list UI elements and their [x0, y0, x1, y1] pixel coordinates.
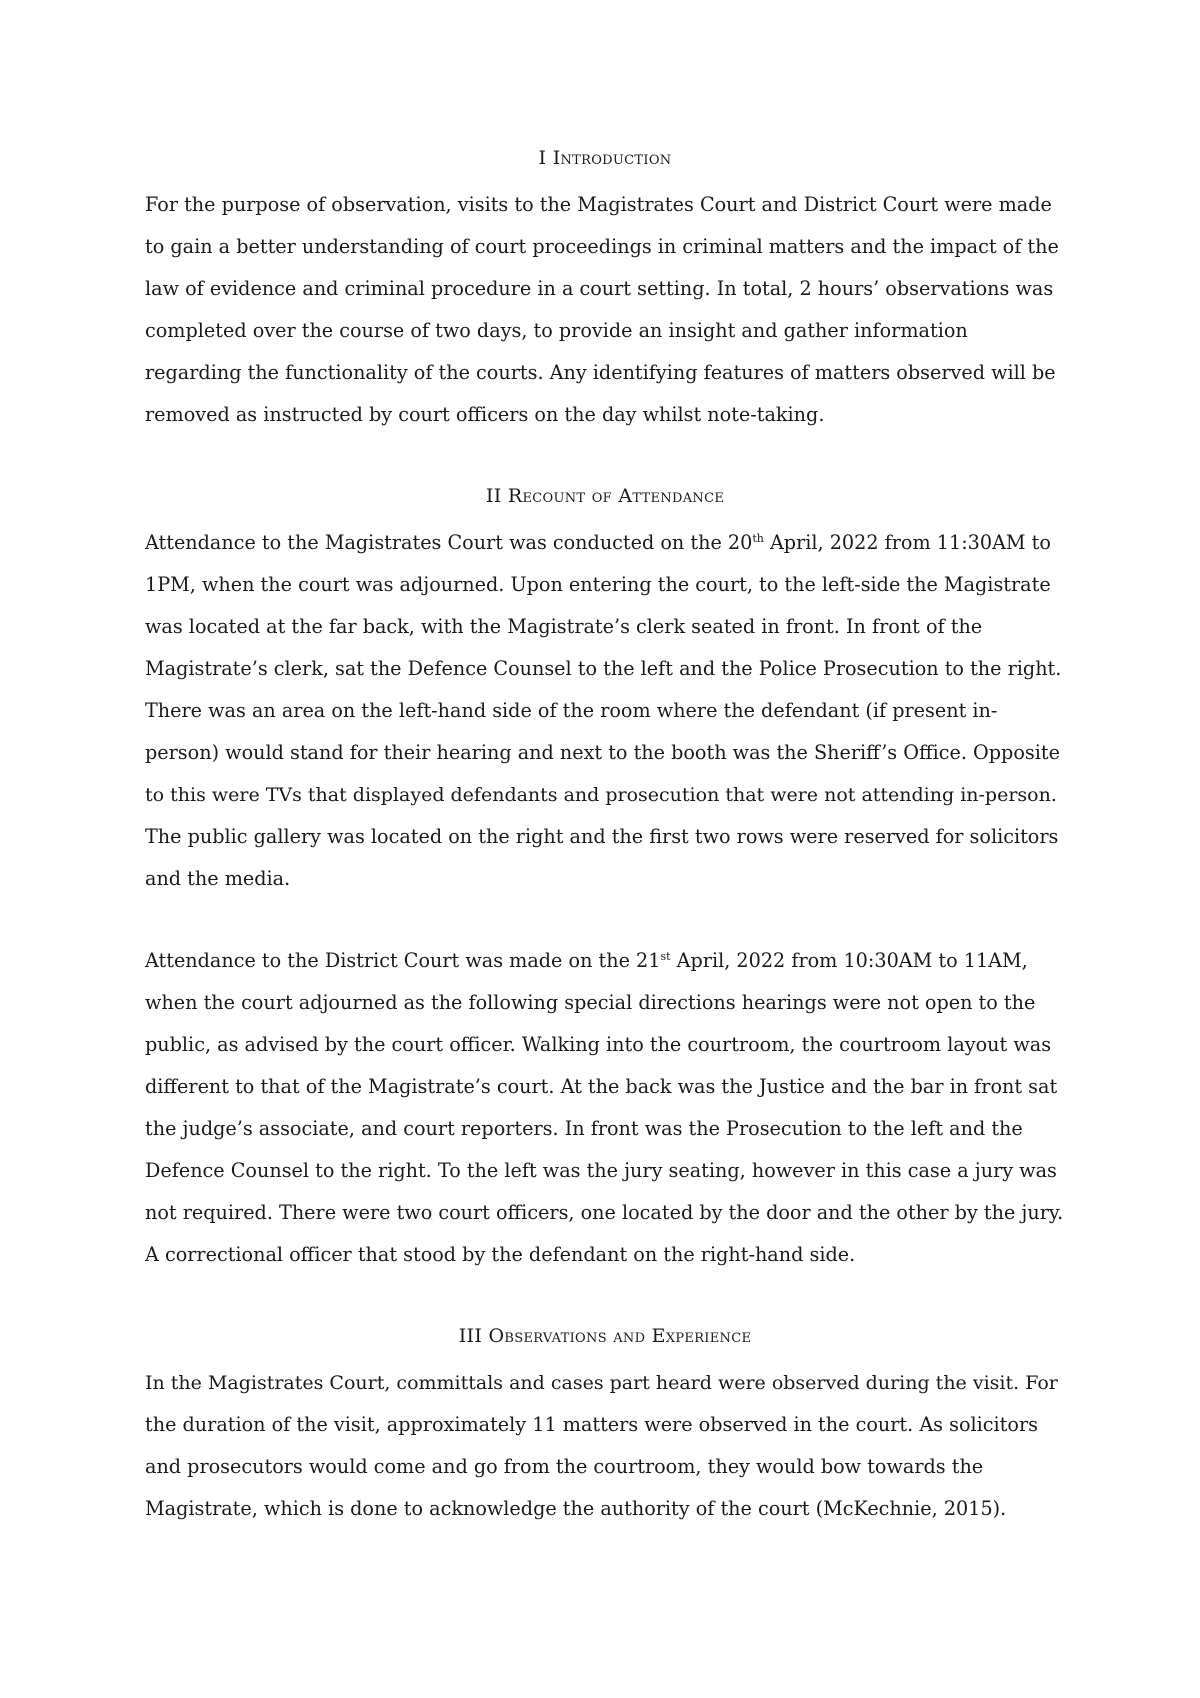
text-line: Magistrate’s clerk, sat the Defence Counsel to the left and the Police Prosecution to the right.	[145, 657, 1062, 680]
text-line: For the purpose of observation, visits to the Magistrates Court and District Court were made	[145, 193, 1052, 216]
text-run: April, 2022 from 10:30AM to 11AM,	[670, 949, 1028, 972]
text-line: public, as advised by the court officer. Walking into the courtroom, the courtroom layout was	[145, 1033, 1052, 1056]
text-line: The public gallery was located on the right and the first two rows were reserved for solicitors	[145, 825, 1059, 848]
text-line: and the media.	[145, 867, 291, 890]
text-run: Attendance to the District Court was made on the 21	[145, 949, 661, 972]
text-run: Attendance to the Magistrates Court was conducted on the 20	[145, 531, 753, 554]
document-body	[145, 144, 1065, 1530]
paragraph-spacer	[145, 900, 1065, 940]
text-line: 1PM, when the court was adjourned. Upon entering the court, to the left-side the Magistrate	[145, 573, 1051, 596]
ordinal-suffix: th	[752, 532, 764, 545]
section-title: Observations and Experience	[488, 1325, 752, 1347]
section-spacer	[145, 1276, 1065, 1322]
text-line	[145, 522, 1065, 564]
section-heading-introduction	[145, 144, 1065, 172]
paragraph	[145, 940, 1065, 1276]
section-spacer	[145, 436, 1065, 482]
section-heading-recount	[145, 482, 1065, 510]
section-numeral: III	[458, 1325, 483, 1347]
text-line: regarding the functionality of the courts. Any identifying features of matters observed will be	[145, 361, 1056, 384]
text-line: to gain a better understanding of court proceedings in criminal matters and the impact of the	[145, 235, 1059, 258]
text-line: There was an area on the left-hand side of the room where the defendant (if present in-	[145, 699, 998, 722]
section-heading-observations	[145, 1322, 1065, 1350]
text-line: person) would stand for their hearing and next to the booth was the Sheriff’s Office. Opposite	[145, 741, 1060, 764]
paragraph	[145, 522, 1065, 900]
section-title: Introduction	[552, 147, 672, 169]
ordinal-suffix: st	[660, 950, 671, 963]
text-line: In the Magistrates Court, committals and cases part heard were observed during the visit. For	[145, 1372, 1058, 1394]
paragraph	[145, 1362, 1065, 1530]
text-line	[145, 940, 1065, 982]
text-line: the duration of the visit, approximately 11 matters were observed in the court. As solicitors	[145, 1413, 1038, 1436]
text-line: and prosecutors would come and go from the courtroom, they would bow towards the	[145, 1455, 984, 1478]
text-line: to this were TVs that displayed defendants and prosecution that were not attending in-person.	[145, 784, 1057, 806]
text-line: the judge’s associate, and court reporters. In front was the Prosecution to the left and the	[145, 1117, 1023, 1140]
text-line: not required. There were two court officers, one located by the door and the other by the jury.	[145, 1201, 1064, 1224]
text-line: law of evidence and criminal procedure in a court setting. In total, 2 hours’ observations was	[145, 277, 1054, 300]
text-line: removed as instructed by court officers on the day whilst note-taking.	[145, 403, 825, 426]
section-title: Recount of Attendance	[507, 485, 725, 507]
text-line: Defence Counsel to the right. To the left was the jury seating, however in this case a jury was	[145, 1159, 1057, 1182]
text-line: A correctional officer that stood by the defendant on the right-hand side.	[145, 1243, 856, 1266]
paragraph	[145, 184, 1065, 436]
section-numeral: I	[538, 147, 547, 169]
text-line: completed over the course of two days, to provide an insight and gather information	[145, 319, 968, 342]
text-run: April, 2022 from 11:30AM to	[763, 531, 1051, 554]
text-line: when the court adjourned as the following special directions hearings were not open to the	[145, 991, 1036, 1014]
text-line: Magistrate, which is done to acknowledge the authority of the court (McKechnie, 2015).	[145, 1497, 1007, 1520]
section-numeral: II	[485, 485, 502, 507]
text-line: was located at the far back, with the Magistrate’s clerk seated in front. In front of the	[145, 615, 983, 638]
text-line: different to that of the Magistrate’s court. At the back was the Justice and the bar in front sat	[145, 1075, 1058, 1098]
